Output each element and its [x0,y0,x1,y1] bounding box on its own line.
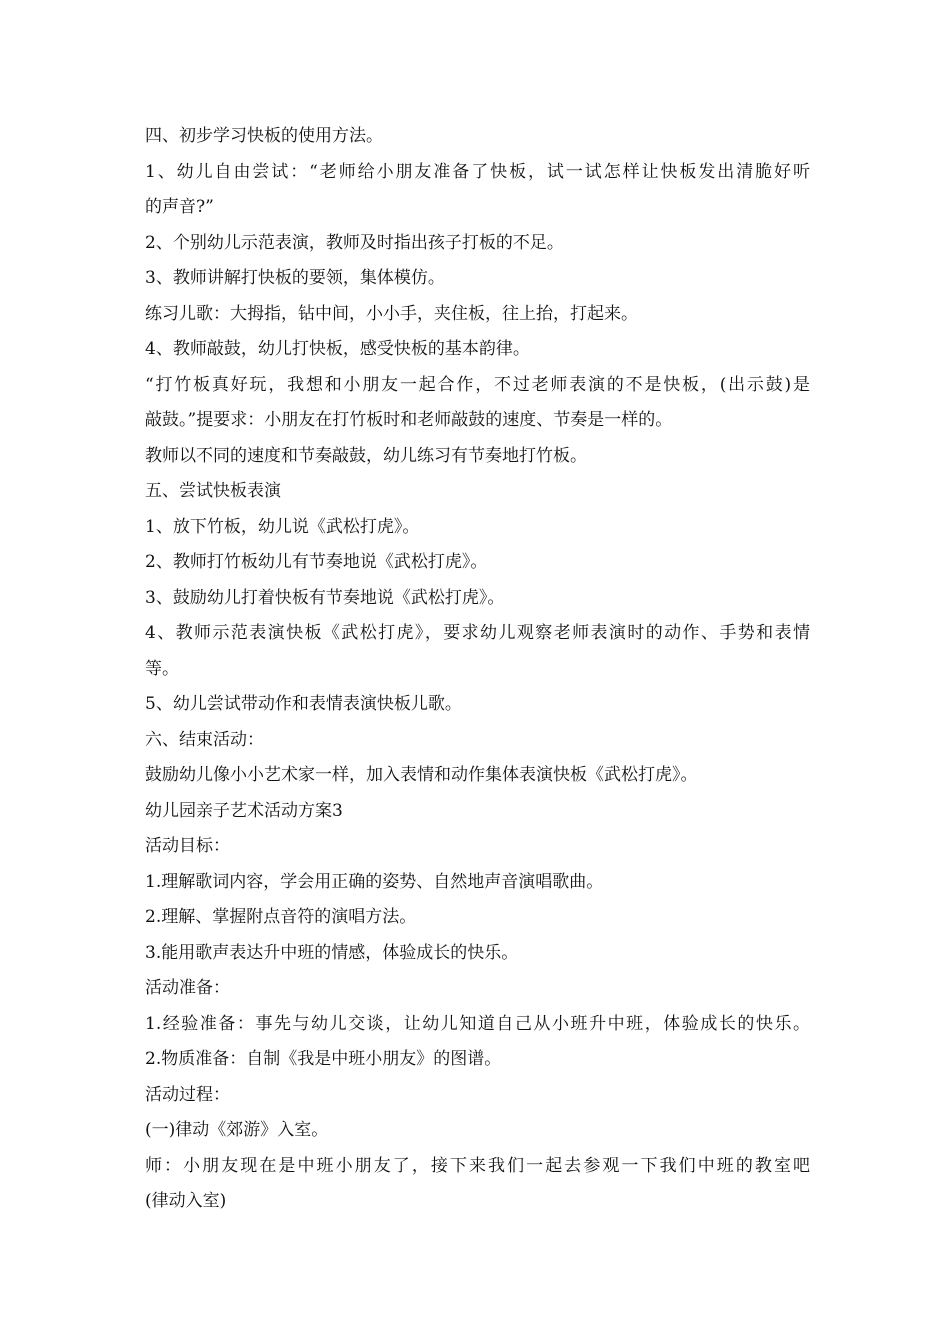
paragraph-line: 2.物质准备：自制《我是中班小朋友》的图谱。 [145,1049,502,1069]
section-heading-preparation: 活动准备： [145,978,230,998]
paragraph-line: 1、幼儿自由尝试：“老师给小朋友准备了快板，试一试怎样让快板发出清脆好听 [145,161,810,182]
paragraph-line: 5、幼儿尝试带动作和表情表演快板儿歌。 [145,694,462,714]
paragraph-line: (律动入室) [145,1191,227,1211]
paragraph-line: 2、教师打竹板幼儿有节奏地说《武松打虎》。 [145,552,488,572]
paragraph-line: 等。 [145,658,179,679]
section-heading-learn-method: 四、初步学习快板的使用方法。 [145,126,383,146]
paragraph-line: 鼓励幼儿像小小艺术家一样，加入表情和动作集体表演快板《武松打虎》。 [145,765,698,785]
paragraph-line: 2、个别幼儿示范表演，教师及时指出孩子打板的不足。 [145,232,564,253]
paragraph-line: 的声音?” [145,197,214,217]
paragraph-line: 教师以不同的速度和节奏敲鼓，幼儿练习有节奏地打竹板。 [145,445,587,466]
paragraph-line: 敲鼓。”提要求：小朋友在打竹板时和老师敲鼓的速度、节奏是一样的。 [145,410,673,430]
paragraph-line: 3、鼓励幼儿打着快板有节奏地说《武松打虎》。 [145,587,505,608]
paragraph-line: 2.理解、掌握附点音符的演唱方法。 [145,907,417,927]
paragraph-line: “打竹板真好玩，我想和小朋友一起合作，不过老师表演的不是快板，(出示鼓)是 [145,374,810,395]
paragraph-line: 3、教师讲解打快板的要领，集体模仿。 [145,268,445,288]
section-heading-goals: 活动目标： [145,836,230,856]
paragraph-line: 师：小朋友现在是中班小朋友了，接下来我们一起去参观一下我们中班的教室吧 [145,1155,810,1176]
paragraph-line: 1、放下竹板，幼儿说《武松打虎》。 [145,516,420,537]
section-heading-performance: 五、尝试快板表演 [145,481,281,501]
paragraph-line: 1.经验准备：事先与幼儿交谈，让幼儿知道自己从小班升中班，体验成长的快乐。 [145,1013,810,1034]
paragraph-line: 3.能用歌声表达升中班的情感，体验成长的快乐。 [145,942,519,963]
section-heading-ending: 六、结束活动： [145,729,264,750]
paragraph-line: (一)律动《郊游》入室。 [145,1120,329,1140]
plan-title: 幼儿园亲子艺术活动方案3 [145,800,343,821]
paragraph-line: 练习儿歌：大拇指，钻中间，小小手，夹住板，往上抬，打起来。 [145,303,638,324]
document-body [145,119,810,1220]
paragraph-line: 4、教师示范表演快板《武松打虎》，要求幼儿观察老师表演时的动作、手势和表情 [145,623,810,643]
section-heading-process: 活动过程： [145,1084,230,1105]
paragraph-line: 4、教师敲鼓，幼儿打快板，感受快板的基本韵律。 [145,339,530,359]
paragraph-line: 1.理解歌词内容，学会用正确的姿势、自然地声音演唱歌曲。 [145,871,604,892]
